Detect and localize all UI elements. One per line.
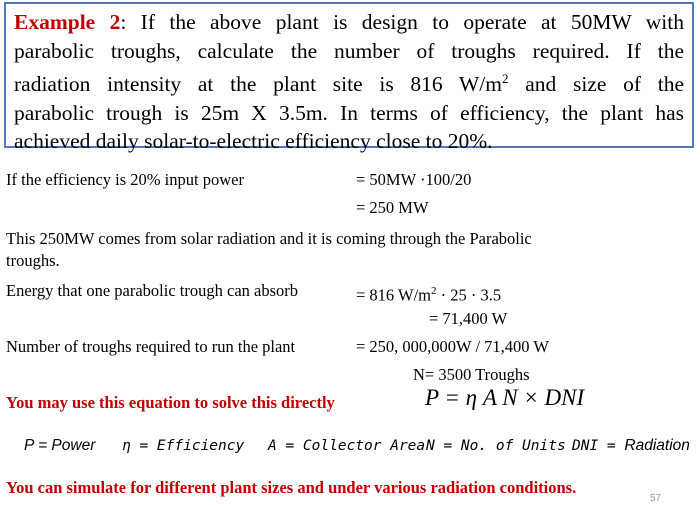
energy-equation-2: = 71,400 W <box>429 309 508 328</box>
example-text-3a: radiation intensity at the plant site is 816 W/m <box>14 72 502 97</box>
troughs-equation-2: N= 3500 Troughs <box>413 365 530 384</box>
legend-power <box>24 437 95 455</box>
example-label: Example 2 <box>14 10 121 34</box>
example-line-5: achieved daily solar-to-electric efficiency close to 20%. <box>14 129 493 154</box>
energy-eq-superscript: 2 <box>431 285 437 297</box>
troughs-equation-1: = 250, 000,000W / 71,400 W <box>356 337 549 356</box>
energy-label: Energy that one parabolic trough can absorb <box>6 281 299 300</box>
efficiency-equation-2: = 250 MW <box>356 198 429 217</box>
energy-equation-1 <box>356 281 501 306</box>
energy-eq-part-a: = 816 W/m <box>356 285 431 305</box>
legend-area-text: A = Collector Area <box>268 438 426 454</box>
troughs-label: Number of troughs required to run the plant <box>6 337 296 356</box>
example-line-1 <box>14 8 684 37</box>
example-box <box>4 2 694 154</box>
legend-efficiency <box>122 437 244 455</box>
example-line-4: parabolic trough is 25m X 3.5m. In terms of efficiency, the plant has <box>14 100 684 125</box>
legend-dni-radiation: Radiation <box>624 437 690 454</box>
legend-power-text: P = Power <box>24 437 96 454</box>
legend-units <box>426 437 566 455</box>
page-number: 57 <box>650 493 662 504</box>
example-line-3 <box>14 65 684 99</box>
example-text-1: : If the above plant is design to operate at 50MW with <box>120 10 684 34</box>
legend-dni <box>572 437 690 455</box>
efficiency-equation-1: = 50MW ·100/20 <box>356 170 472 189</box>
radiation-line-2: troughs. <box>6 251 60 270</box>
legend-dni-text: DNI = <box>572 438 625 454</box>
direct-equation: P = η A N × DNI <box>425 385 585 410</box>
legend-units-text: N = No. of Units <box>426 438 566 454</box>
example-superscript: 2 <box>502 71 509 86</box>
legend-area <box>268 437 425 455</box>
example-line-2: parabolic troughs, calculate the number of troughs required. If the <box>14 38 684 63</box>
legend-efficiency-text: η = Efficiency <box>122 438 245 454</box>
example-text-3b: and size of the <box>508 72 684 97</box>
energy-eq-part-b: · 25 · 3.5 <box>436 285 502 305</box>
radiation-line-1: This 250MW comes from solar radiation and it is coming through the Parabolic <box>6 229 532 248</box>
simulate-note: You can simulate for different plant sizes and under various radiation conditions. <box>6 478 577 497</box>
efficiency-label: If the efficiency is 20% input power <box>6 170 244 189</box>
direct-equation-note: You may use this equation to solve this directly <box>6 393 335 412</box>
